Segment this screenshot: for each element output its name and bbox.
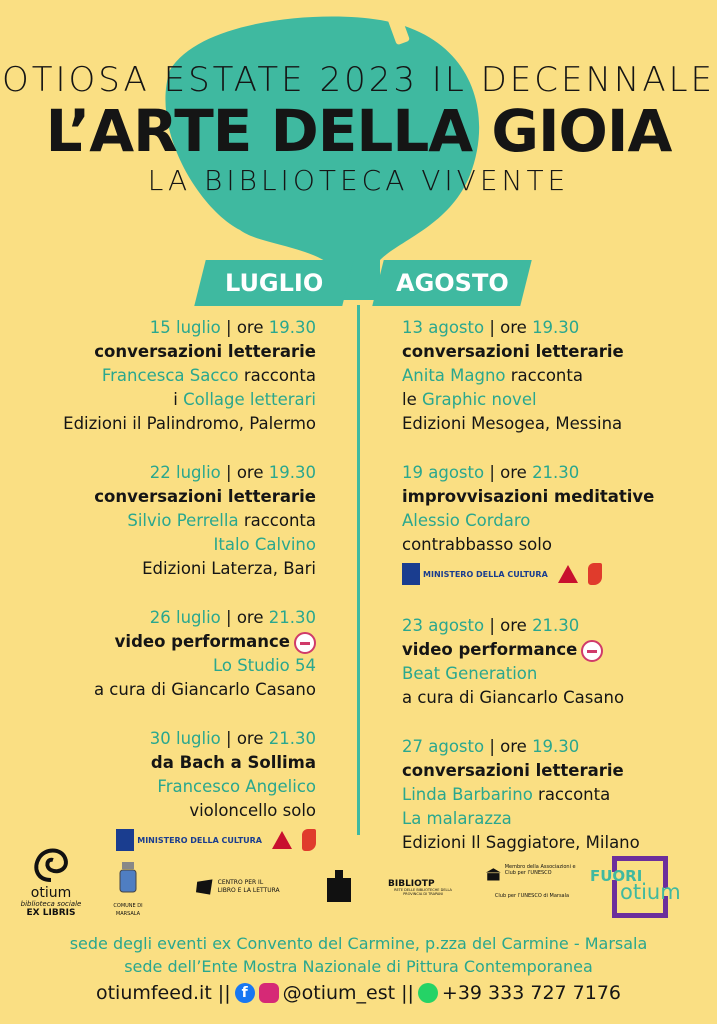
month-agosto: AGOSTO	[372, 260, 531, 306]
event-topic: Graphic novel	[421, 390, 537, 409]
edition-title: OTIOSA ESTATE 2023 IL DECENNALE	[1, 60, 716, 100]
spiral-shell-icon	[29, 844, 73, 884]
event-guest: Linda Barbarino	[402, 785, 533, 804]
mic-logo: MINISTERO DELLA CULTURA	[116, 829, 262, 851]
event-type: video performance	[114, 632, 290, 651]
event-guest: Francesca Sacco	[101, 366, 239, 385]
event-type: conversazioni letterarie	[94, 487, 316, 506]
event-time: 19.30	[532, 318, 580, 337]
event-time: 21.30	[268, 608, 316, 627]
event-topic: Collage letterari	[183, 390, 316, 409]
event-agosto-19: 19 agosto | ore 21.30 improvvisazioni meditative Alessio Cordaro contrabbasso solo MINISTERO DELLA CULTURA	[402, 461, 702, 589]
cepell-logo: CENTRO PER IL LIBRO E LA LETTURA	[196, 874, 282, 900]
event-guest: Francesco Angelico	[157, 777, 316, 796]
radio-102-icon	[294, 632, 316, 654]
agosto-column	[402, 316, 702, 880]
event-time: 21.30	[532, 463, 580, 482]
event-guest: Alessio Cordaro	[402, 511, 531, 530]
facebook-icon[interactable]: f	[235, 983, 255, 1003]
event-date: 26 luglio	[149, 608, 221, 627]
event-date: 15 luglio	[149, 318, 221, 337]
event-date: 30 luglio	[149, 729, 221, 748]
event-instrument: contrabbasso solo	[402, 535, 552, 554]
otium-logo: otium biblioteca sociale EX LIBRIS	[16, 844, 86, 918]
event-curator: a cura di Giancarlo Casano	[93, 680, 316, 699]
event-date: 27 agosto	[402, 737, 485, 756]
unesco-logo: Membro della Associazioni e Club per l’UNESCO Club per l’UNESCO di Marsala	[486, 864, 578, 900]
event-publisher: Edizioni Laterza, Bari	[142, 559, 316, 578]
event-type: improvvisazioni meditative	[402, 487, 655, 506]
event-time: 19.30	[268, 318, 316, 337]
event-time: 19.30	[532, 737, 580, 756]
event-guest: Lo Studio 54	[212, 656, 316, 675]
column-divider	[357, 305, 360, 835]
cepell-icon	[196, 874, 214, 900]
event-topic: La malarazza	[402, 809, 512, 828]
website-link[interactable]: otiumfeed.it ||	[95, 982, 231, 1004]
phone-number[interactable]: +39 333 727 7176	[441, 982, 622, 1004]
radio-102-icon	[581, 640, 603, 662]
event-luglio-30: 30 luglio | ore 21.30 da Bach a Sollima Francesco Angelico violoncello solo MINISTERO DELLA CULTURA	[30, 727, 316, 855]
event-type: conversazioni letterarie	[94, 342, 316, 361]
event-agosto-27: 27 agosto | ore 19.30 conversazioni letterarie Linda Barbarino racconta La malarazza Edizioni Il Saggiatore, Milano	[402, 735, 702, 855]
event-type: conversazioni letterarie	[402, 761, 624, 780]
event-guest: Anita Magno	[402, 366, 506, 385]
subtitle: LA BIBLIOTECA VIVENTE	[147, 164, 570, 197]
month-luglio: LUGLIO	[194, 260, 353, 306]
event-time: 19.30	[268, 463, 316, 482]
venue-line-1: sede degli eventi ex Convento del Carmine, p.zza del Carmine - Marsala	[69, 934, 648, 953]
whatsapp-icon[interactable]	[418, 983, 438, 1003]
venue-line-2: sede dell’Ente Mostra Nazionale di Pittura Contemporanea	[124, 957, 593, 976]
main-title: L’ARTE DELLA GIOIA	[45, 97, 672, 165]
event-date: 22 luglio	[149, 463, 221, 482]
event-publisher: Edizioni il Palindromo, Palermo	[63, 414, 316, 433]
event-type: da Bach a Sollima	[150, 753, 316, 772]
event-time: 21.30	[268, 729, 316, 748]
event-publisher: Edizioni Il Saggiatore, Milano	[402, 833, 640, 852]
event-topic: Italo Calvino	[213, 535, 316, 554]
bibliotp-logo: BIBLIOTP RETE DELLE BIBLIOTECHE DELLA PROVINCIA DI TRAPANI	[388, 879, 452, 896]
event-curator: a cura di Giancarlo Casano	[402, 688, 625, 707]
sponsor-strip	[402, 559, 702, 589]
event-guest: Beat Generation	[402, 664, 538, 683]
luglio-column	[30, 316, 316, 880]
instagram-icon[interactable]	[259, 983, 279, 1003]
citta-che-legge-logo	[322, 870, 356, 904]
fuori-otium-logo: FUORI otium	[590, 856, 702, 918]
contact-bar	[0, 982, 717, 1004]
associazione-logo	[588, 563, 602, 585]
event-instrument: violoncello solo	[189, 801, 316, 820]
city-book-icon	[324, 870, 354, 902]
coat-of-arms-icon	[117, 862, 139, 900]
event-time: 21.30	[532, 616, 580, 635]
event-agosto-23: 23 agosto | ore 21.30 video performance Beat Generation a cura di Giancarlo Casano	[402, 614, 702, 710]
event-publisher: Edizioni Mesogea, Messina	[402, 414, 623, 433]
event-date: 23 agosto	[402, 616, 485, 635]
comune-marsala-logo: COMUNE DI MARSALA	[105, 862, 151, 918]
regione-logo	[558, 565, 578, 583]
partner-logos	[0, 842, 717, 934]
event-guest: Silvio Perrella	[127, 511, 239, 530]
instagram-handle[interactable]: @otium_est ||	[282, 982, 414, 1004]
event-agosto-13: 13 agosto | ore 19.30 conversazioni letterarie Anita Magno racconta le Graphic novel Edizioni Mesogea, Messina	[402, 316, 702, 436]
event-type: conversazioni letterarie	[402, 342, 624, 361]
mic-logo: MINISTERO DELLA CULTURA	[402, 563, 548, 585]
event-date: 13 agosto	[402, 318, 485, 337]
unesco-temple-icon	[486, 864, 501, 886]
event-luglio-15: 15 luglio | ore 19.30 conversazioni letterarie Francesca Sacco racconta i Collage letterari Edizioni il Palindromo, Palermo	[30, 316, 316, 436]
event-luglio-22: 22 luglio | ore 19.30 conversazioni letterarie Silvio Perrella racconta Italo Calvino Edizioni Laterza, Bari	[30, 461, 316, 581]
event-type: video performance	[402, 640, 578, 659]
event-luglio-26: 26 luglio | ore 21.30 video performance Lo Studio 54 a cura di Giancarlo Casano	[30, 606, 316, 702]
event-date: 19 agosto	[402, 463, 485, 482]
